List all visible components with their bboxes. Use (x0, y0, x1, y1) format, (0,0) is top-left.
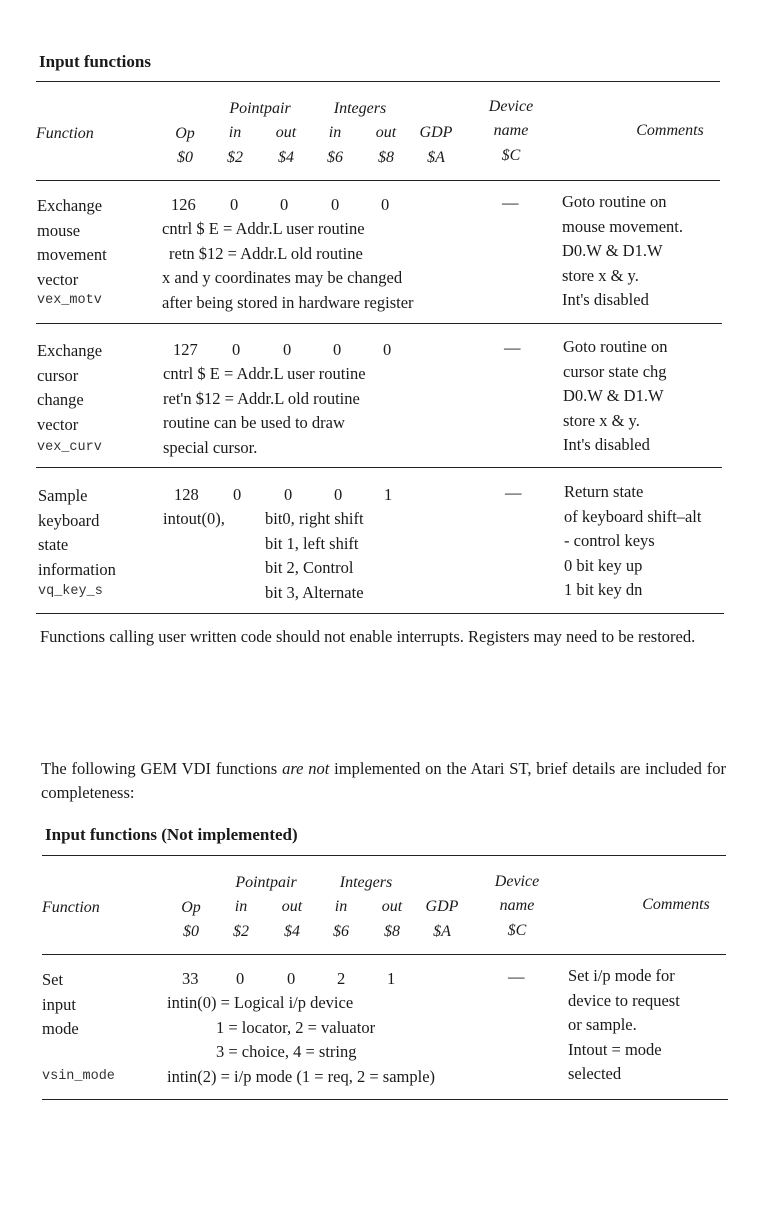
header-pp-in-reg: $2 (233, 923, 249, 940)
header-rule (36, 180, 720, 181)
note-paragraph: Functions calling user written code should not enable interrupts. Registers may need to be restored. (40, 627, 696, 646)
device-value: — (508, 967, 525, 986)
pp-in-value: 0 (232, 340, 241, 359)
header-pp-in: in (234, 898, 248, 915)
header-int-out: out (375, 124, 397, 141)
pp-out-value: 0 (284, 485, 293, 504)
device-value: — (504, 338, 521, 357)
header-op: Op (175, 125, 195, 142)
header-rule (42, 954, 726, 955)
int-in-value: 0 (331, 195, 340, 214)
device-value: — (505, 483, 522, 502)
int-in-value: 2 (337, 969, 346, 988)
int-out-value: 1 (387, 969, 396, 988)
header-pp-out: out (281, 898, 303, 915)
function-name: Sample keyboard state information (38, 486, 116, 579)
intro-paragraph: The following GEM VDI functions are not implemented on the Atari ST, brief details are included for completeness: (41, 759, 726, 802)
function-code: vex_curv (37, 440, 102, 455)
header-int-out-reg: $8 (378, 149, 394, 166)
header-int-in-reg: $6 (327, 149, 343, 166)
function-code: vq_key_s (38, 584, 103, 599)
table-bottom-rule (42, 1099, 728, 1100)
header-name: name (499, 897, 535, 914)
table-bottom-rule (36, 613, 724, 614)
table-top-rule (42, 855, 726, 856)
header-op: Op (181, 899, 201, 916)
header-op-reg: $0 (177, 149, 193, 166)
header-gdp-reg: $A (433, 923, 451, 940)
header-device: Device (494, 873, 540, 890)
header-integers: Integers (333, 100, 387, 117)
header-pp-out: out (275, 124, 297, 141)
op-value: 128 (174, 485, 199, 504)
header-integers: Integers (339, 874, 393, 891)
table-top-rule (36, 81, 720, 82)
pp-out-value: 0 (280, 195, 289, 214)
detail-lines: intin(0) = Logical i/p device 1 = locator, 2 = valuator 3 = choice, 4 = string intin(2) = i/p mode (1 = req, 2 = sample) (167, 993, 436, 1086)
header-int-in: in (334, 898, 348, 915)
function-name: Exchange mouse movement vector (37, 196, 107, 289)
int-out-value: 1 (384, 485, 393, 504)
section-title: Input functions (Not implemented) (45, 825, 298, 844)
function-code: vsin_mode (42, 1069, 115, 1084)
op-value: 33 (182, 969, 199, 988)
detail-lines: cntrl $ E = Addr.L user routine retn $12 = Addr.L old routine x and y coordinates may be changed after being stored in hardware register (162, 219, 414, 312)
function-name: Exchange cursor change vector (37, 341, 103, 434)
comments: Return state of keyboard shift–alt - control keys 0 bit key up 1 bit key dn (564, 482, 702, 599)
pp-in-value: 0 (230, 195, 239, 214)
int-in-value: 0 (333, 340, 342, 359)
header-int-in: in (328, 124, 342, 141)
op-value: 127 (173, 340, 198, 359)
header-pp-out-reg: $4 (278, 149, 294, 166)
detail-lines: cntrl $ E = Addr.L user routine ret'n $12 = Addr.L old routine routine can be used to draw special cursor. (163, 364, 366, 457)
int-out-value: 0 (383, 340, 392, 359)
detail-lines: bit0, right shift bit 1, left shift bit 2, Control bit 3, Alternate (265, 509, 364, 602)
header-pointpair: Pointpair (235, 874, 297, 891)
function-name: Set input mode (42, 970, 79, 1038)
section-title: Input functions (39, 52, 151, 71)
int-in-value: 0 (334, 485, 343, 504)
comments: Set i/p mode for device to request or sample. Intout = mode selected (568, 966, 680, 1083)
header-int-out: out (381, 898, 403, 915)
comments: Goto routine on mouse movement. D0.W & D1.W store x & y. Int's disabled (562, 192, 683, 309)
header-op-reg: $0 (183, 923, 199, 940)
header-function: Function (42, 899, 100, 916)
header-dev-reg: $C (501, 147, 521, 164)
row-rule (36, 467, 722, 468)
pp-out-value: 0 (283, 340, 292, 359)
function-code: vex_motv (37, 293, 102, 308)
device-value: — (502, 193, 519, 212)
header-int-out-reg: $8 (384, 923, 400, 940)
header-dev-reg: $C (507, 922, 527, 939)
header-name: name (493, 122, 529, 139)
header-int-in-reg: $6 (333, 923, 349, 940)
header-function: Function (36, 125, 94, 142)
header-gdp: GDP (425, 898, 459, 915)
header-pointpair: Pointpair (229, 100, 291, 117)
header-pp-in: in (228, 124, 242, 141)
header-device: Device (488, 98, 534, 115)
intout-label: intout(0), (163, 509, 225, 528)
header-gdp-reg: $A (427, 149, 445, 166)
header-comments: Comments (636, 122, 704, 139)
row-rule (36, 323, 722, 324)
header-comments: Comments (642, 896, 710, 913)
header-pp-out-reg: $4 (284, 923, 300, 940)
pp-in-value: 0 (233, 485, 242, 504)
header-gdp: GDP (419, 124, 453, 141)
header-pp-in-reg: $2 (227, 149, 243, 166)
op-value: 126 (171, 195, 196, 214)
comments: Goto routine on cursor state chg D0.W & D1.W store x & y. Int's disabled (563, 337, 668, 454)
int-out-value: 0 (381, 195, 390, 214)
pp-in-value: 0 (236, 969, 245, 988)
pp-out-value: 0 (287, 969, 296, 988)
